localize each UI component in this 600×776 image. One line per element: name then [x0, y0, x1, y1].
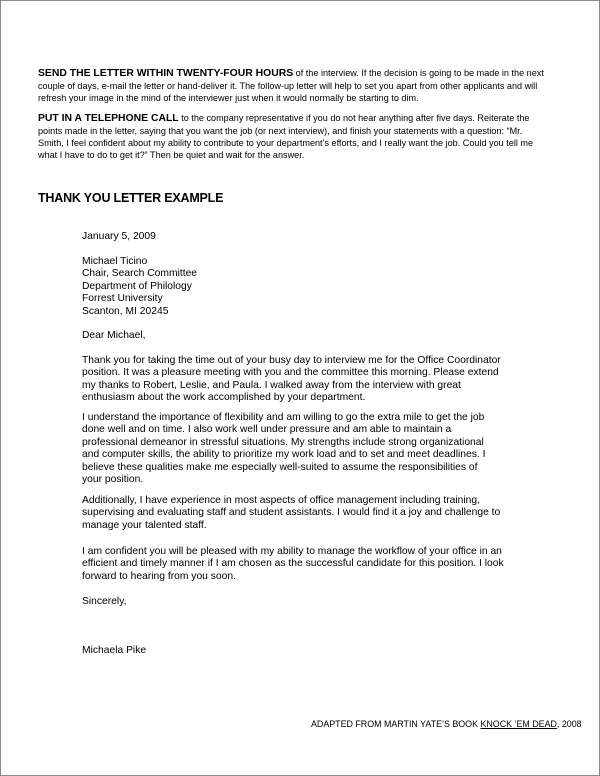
footer-attribution	[311, 719, 582, 729]
paragraph-line: believe these qualities make me especially well-suited to assume the responsibilities of	[82, 461, 478, 473]
letter-paragraph	[82, 412, 537, 486]
address-line: Michael Ticino	[82, 256, 148, 267]
tip-telephone-call-line: points made in the letter, saying that you want the job (or next interview), and finish your statements with a question: “Mr.	[38, 126, 523, 136]
tip-send-letter-line: of the interview. If the decision is going to be made in the next	[293, 68, 544, 78]
section-title: THANK YOU LETTER EXAMPLE	[38, 191, 224, 205]
letter-paragraph	[82, 546, 537, 583]
tip-send-letter-line: refresh your image in the mind of the interviewer just when it would normally be starting to dim.	[38, 93, 419, 103]
tip-telephone-call-line: to the company representative if you do not hear anything after five days. Reiterate the	[178, 113, 530, 123]
letter-salutation: Dear Michael,	[82, 330, 146, 341]
letter-signature: Michaela Pike	[82, 645, 147, 656]
tip-send-letter-line: couple of days, e-mail the letter or hand-deliver it. The follow-up letter will help to set you apart from other applicants and will	[38, 81, 538, 91]
letter-address	[82, 256, 537, 318]
tip-telephone-call-line: Smith, I feel confident about my ability to contribute to your department’s efforts, and I really want the job. Could you tell me	[38, 138, 534, 148]
paragraph-line: and computer skills, the ability to prioritize my work load and to set and meet deadlines. I	[82, 449, 486, 461]
tip-send-letter-lead: SEND THE LETTER WITHIN TWENTY-FOUR HOURS	[38, 68, 294, 79]
paragraph-line: efficient and timely manner if I am chosen as the successful candidate for this position. I look	[82, 558, 504, 570]
letter-closing: Sincerely,	[82, 596, 127, 607]
paragraph-line: your position.	[82, 474, 144, 486]
address-line: Department of Philology	[82, 280, 192, 292]
footer-prefix: ADAPTED FROM MARTIN YATE’S BOOK	[311, 719, 481, 729]
footer-book-title: KNOCK ‘EM DEAD	[480, 719, 557, 729]
paragraph-line: position. It was a pleasure meeting with you and the committee this morning. Please extend	[82, 367, 499, 379]
paragraph-line: enthusiasm about the work accomplished by your department.	[82, 392, 366, 404]
address-line: Chair, Search Committee	[82, 268, 198, 280]
letter-date: January 5, 2009	[82, 231, 156, 242]
tip-send-letter	[38, 67, 558, 104]
paragraph-line: professional demeanor in stressful situations. My strengths include strong organizational	[82, 436, 484, 448]
address-line: Scanton, MI 20245	[82, 305, 169, 317]
letter-paragraph	[82, 355, 537, 405]
paragraph-line: I understand the importance of flexibility and am willing to go the extra mile to get the job	[82, 412, 485, 423]
paragraph-line: forward to hearing from you soon.	[82, 570, 236, 582]
paragraph-line: I am confident you will be pleased with my ability to manage the workflow of your office in an	[82, 546, 502, 557]
address-line: Forrest University	[82, 293, 163, 305]
footer-suffix: , 2008	[556, 719, 582, 729]
tip-telephone-call-line: what I have to do to get it?” Then be quiet and wait for the answer.	[38, 150, 305, 160]
paragraph-line: manage your talented staff.	[82, 519, 207, 531]
paragraph-line: supervising and evaluating staff and student assistants. I would find it a joy and challenge to	[82, 507, 501, 519]
paragraph-line: Thank you for taking the time out of your busy day to interview me for the Office Coordinator	[82, 355, 501, 366]
paragraph-line: Additionally, I have experience in most aspects of office management including training,	[82, 495, 480, 506]
tip-telephone-call	[38, 112, 558, 161]
paragraph-line: done well and on time. I also work well under pressure and am able to maintain a	[82, 424, 452, 436]
tip-telephone-call-lead: PUT IN A TELEPHONE CALL	[38, 113, 179, 124]
paragraph-line: my thanks to Robert, Leslie, and Paula. I walked away from the interview with great	[82, 379, 461, 391]
letter-paragraph	[82, 495, 537, 532]
